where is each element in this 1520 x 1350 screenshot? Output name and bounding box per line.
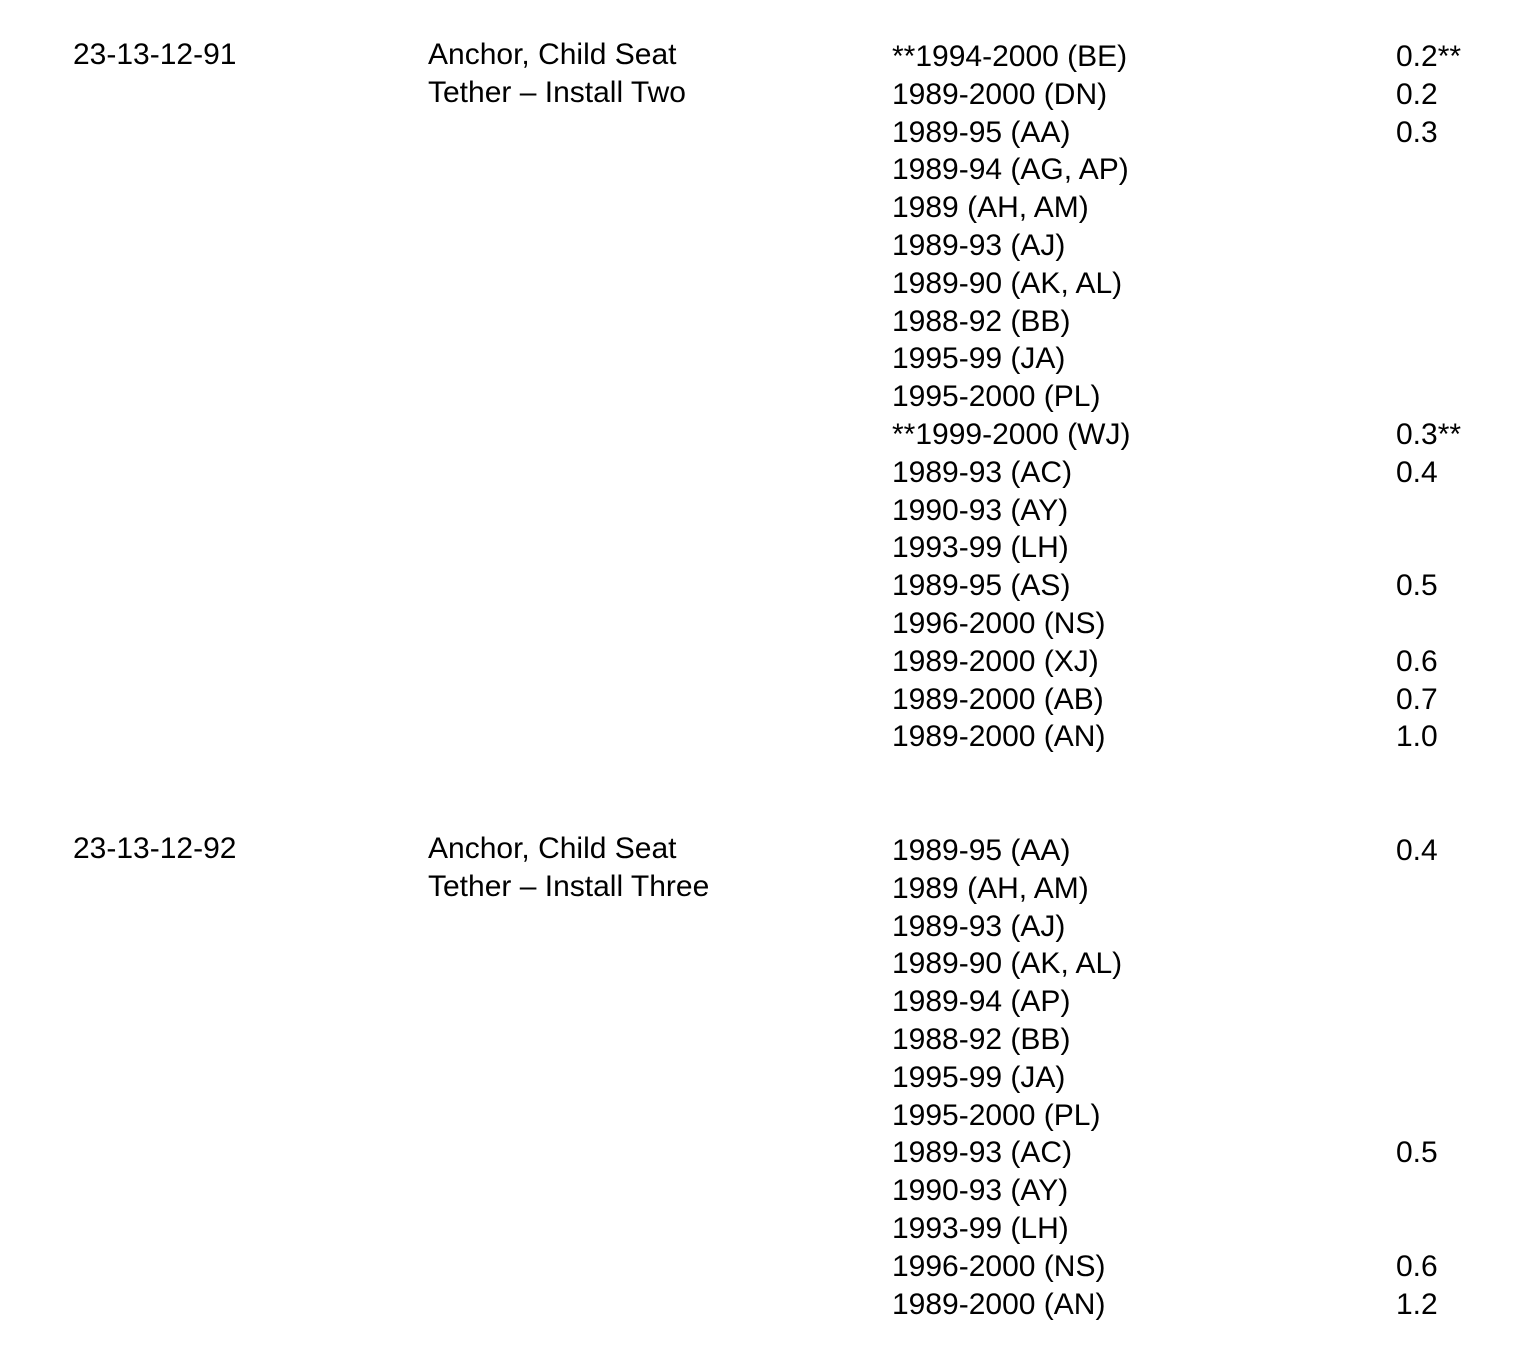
model-years: **1999-2000 (WJ) [892, 417, 1131, 451]
model-years: 1995-99 (JA) [892, 1060, 1066, 1094]
model-row [0, 718, 1520, 756]
model-row [0, 529, 1520, 567]
operation-code: 23-13-12-91 [73, 38, 237, 71]
model-row [0, 832, 1520, 870]
description-line: Anchor, Child Seat [428, 38, 677, 71]
labor-time: 0.4 [1396, 834, 1438, 867]
description-line: Anchor, Child Seat [428, 832, 677, 865]
labor-time: 0.2 [1396, 77, 1438, 111]
model-years: **1994-2000 (BE) [892, 40, 1128, 73]
model-row [0, 303, 1520, 341]
description-line: Tether – Install Three [428, 870, 710, 903]
model-row [0, 945, 1520, 983]
model-years: 1989-2000 (XJ) [892, 644, 1099, 678]
labor-time: 0.4 [1396, 455, 1438, 489]
model-years: 1989-93 (AJ) [892, 909, 1066, 943]
model-row [0, 567, 1520, 605]
model-years: 1989-95 (AA) [892, 115, 1071, 149]
model-row [0, 1286, 1520, 1324]
model-years: 1990-93 (AY) [892, 1174, 1069, 1208]
operation-code: 23-13-12-92 [73, 832, 237, 865]
labor-time: 0.2** [1396, 40, 1462, 73]
model-row [0, 189, 1520, 227]
labor-time: 0.5 [1396, 1136, 1438, 1170]
model-row [0, 1134, 1520, 1172]
model-row [0, 1021, 1520, 1059]
model-years: 1989-94 (AP) [892, 985, 1071, 1019]
model-years: 1988-92 (BB) [892, 1022, 1071, 1056]
model-row [0, 492, 1520, 530]
model-time-list [0, 38, 1520, 756]
model-row [0, 38, 1520, 76]
model-years: 1989-93 (AJ) [892, 228, 1066, 262]
model-row [0, 454, 1520, 492]
model-row [0, 76, 1520, 114]
model-row [0, 870, 1520, 908]
model-row [0, 340, 1520, 378]
model-years: 1990-93 (AY) [892, 493, 1069, 527]
model-row [0, 114, 1520, 152]
model-years: 1989-2000 (DN) [892, 77, 1108, 111]
model-row [0, 1059, 1520, 1097]
model-years: 1988-92 (BB) [892, 304, 1071, 338]
model-years: 1989 (AH, AM) [892, 871, 1089, 905]
model-row [0, 1097, 1520, 1135]
model-years: 1989-2000 (AB) [892, 682, 1104, 716]
model-years: 1996-2000 (NS) [892, 606, 1106, 640]
model-years: 1989-93 (AC) [892, 1136, 1073, 1170]
model-years: 1989-90 (AK, AL) [892, 947, 1123, 981]
model-row [0, 1210, 1520, 1248]
model-row [0, 1248, 1520, 1286]
labor-time: 1.0 [1396, 720, 1438, 754]
model-years: 1989 (AH, AM) [892, 191, 1089, 225]
model-row [0, 1172, 1520, 1210]
description-line: Tether – Install Two [428, 76, 686, 109]
model-years: 1989-94 (AG, AP) [892, 153, 1129, 187]
model-row [0, 643, 1520, 681]
labor-time: 0.3** [1396, 417, 1462, 451]
labor-time: 0.6 [1396, 644, 1438, 678]
labor-time: 0.3 [1396, 115, 1438, 149]
model-row [0, 151, 1520, 189]
model-row [0, 605, 1520, 643]
model-row [0, 983, 1520, 1021]
labor-time: 0.6 [1396, 1249, 1438, 1283]
model-years: 1989-95 (AA) [892, 834, 1071, 867]
labor-time: 0.7 [1396, 682, 1438, 716]
model-years: 1993-99 (LH) [892, 531, 1069, 565]
model-row [0, 265, 1520, 303]
model-row [0, 416, 1520, 454]
model-time-list [0, 832, 1520, 1323]
model-row [0, 378, 1520, 416]
model-years: 1989-93 (AC) [892, 455, 1073, 489]
labor-time: 0.5 [1396, 569, 1438, 603]
model-row [0, 908, 1520, 946]
model-years: 1995-99 (JA) [892, 342, 1066, 376]
model-years: 1989-2000 (AN) [892, 1287, 1106, 1321]
model-years: 1995-2000 (PL) [892, 380, 1101, 414]
model-years: 1989-95 (AS) [892, 569, 1071, 603]
model-years: 1996-2000 (NS) [892, 1249, 1106, 1283]
model-years: 1995-2000 (PL) [892, 1098, 1101, 1132]
model-years: 1989-2000 (AN) [892, 720, 1106, 754]
labor-time: 1.2 [1396, 1287, 1438, 1321]
model-row [0, 227, 1520, 265]
model-years: 1989-90 (AK, AL) [892, 266, 1123, 300]
model-years: 1993-99 (LH) [892, 1211, 1069, 1245]
model-row [0, 681, 1520, 719]
